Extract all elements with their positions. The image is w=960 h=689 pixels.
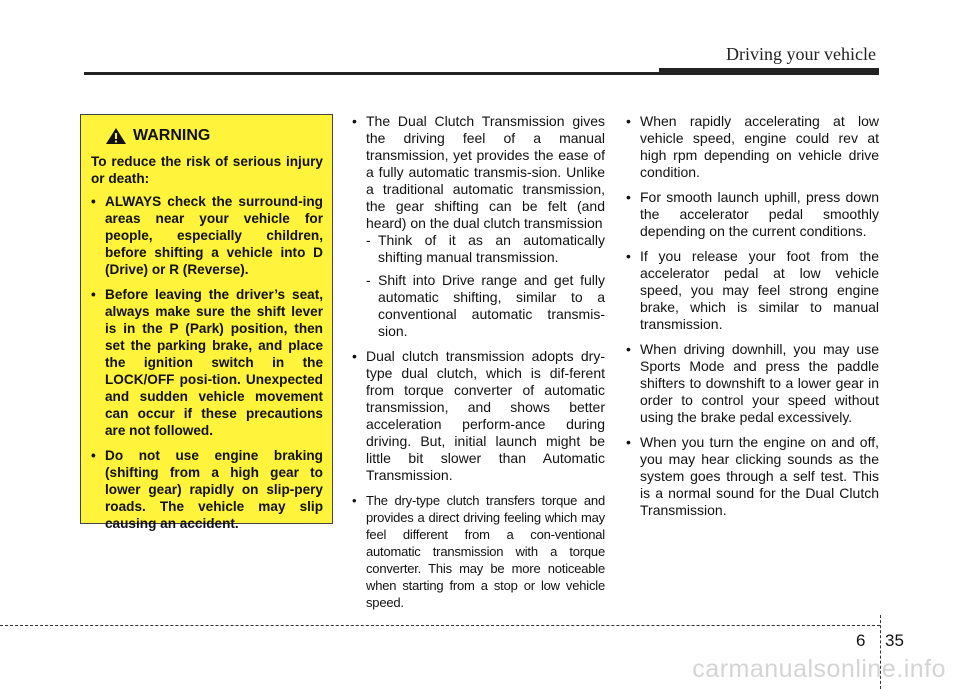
list-item: • For smooth launch uphill, press down the accelerator pedal smoothly depending on the current conditions. xyxy=(626,189,879,240)
warning-item: • ALWAYS check the surround-ing areas near your vehicle for people, especially children, before shifting a vehicle into D (Drive) or R (Reverse). xyxy=(91,193,323,278)
warning-header xyxy=(105,127,323,145)
warning-item: • Before leaving the driver’s seat, always make sure the shift lever is in the P (Park) position, then set the parking brake, and place the ignition switch in the LOCK/OFF posi-tion. Unexpected and sudden vehicle movement can occur if these precautions are not followed. xyxy=(91,286,323,439)
list-item: • If you release your foot from the accelerator pedal at low vehicle speed, you may feel strong engine brake, which is similar to manual transmission. xyxy=(626,248,879,333)
section-title: Driving your vehicle xyxy=(726,44,876,64)
list-item-text: The Dual Clutch Transmission gives the driving feel of a manual transmission, yet provides the ease of a fully automatic transmis-sion. Unlike a traditional automatic transmission, the gear shifting can be felt (and heard) on the dual clutch transmission xyxy=(366,113,605,231)
list-item: • The dry-type clutch transfers torque and provides a direct driving feeling which may feel different from a con-ventional automatic transmission with a torque converter. This may be more noticeable when starting from a stop or low vehicle speed. xyxy=(352,492,605,611)
sub-list-item-text: Shift into Drive range and get fully automatic shifting, similar to a conventional automatic transmis-sion. xyxy=(378,272,605,339)
list-item: • When rapidly accelerating at low vehicle speed, engine could rev at high rpm depending on vehicle drive condition. xyxy=(626,113,879,181)
sub-list xyxy=(366,232,605,340)
list-item: • When driving downhill, you may use Sports Mode and press the paddle shifters to downshift to a lower gear in order to control your speed without using the brake pedal excessively. xyxy=(626,341,879,426)
footer-rule xyxy=(0,625,880,626)
header-rule-accent xyxy=(659,68,879,74)
sub-list-item: - Shift into Drive range and get fully automatic shifting, similar to a conventional automatic transmis-sion. xyxy=(366,272,605,339)
list-item: • Dual clutch transmission adopts dry-type dual clutch, which is dif-ferent from torque converter of automatic transmission, and shows better acceleration perform-ance during driving. But, initial launch might be little bit slower than Automatic Transmission. xyxy=(352,348,605,484)
warning-list xyxy=(91,193,323,532)
right-column xyxy=(626,113,879,527)
sub-list-item-text: Think of it as an automatically shifting manual transmission. xyxy=(378,232,605,265)
warning-intro: To reduce the risk of serious injury or death: xyxy=(91,154,323,186)
warning-item: • Do not use engine braking (shifting from a high gear to lower gear) rapidly on slip-pery roads. The vehicle may slip causing an accident. xyxy=(91,447,323,532)
list-item xyxy=(352,113,605,340)
warning-box xyxy=(80,114,333,531)
warning-triangle-icon xyxy=(105,127,127,145)
sub-list-item: - Think of it as an automatically shifting manual transmission. xyxy=(366,232,605,265)
list-item: • When you turn the engine on and off, you may hear clicking sounds as the system goes through a self test. This is a normal sound for the Dual Clutch Transmission. xyxy=(626,434,879,519)
page-number: 35 xyxy=(885,631,904,650)
warning-title: WARNING xyxy=(133,127,211,144)
watermark: carmanualsonline.info xyxy=(692,655,946,683)
middle-column xyxy=(352,113,605,619)
chapter-number: 6 xyxy=(856,631,866,650)
